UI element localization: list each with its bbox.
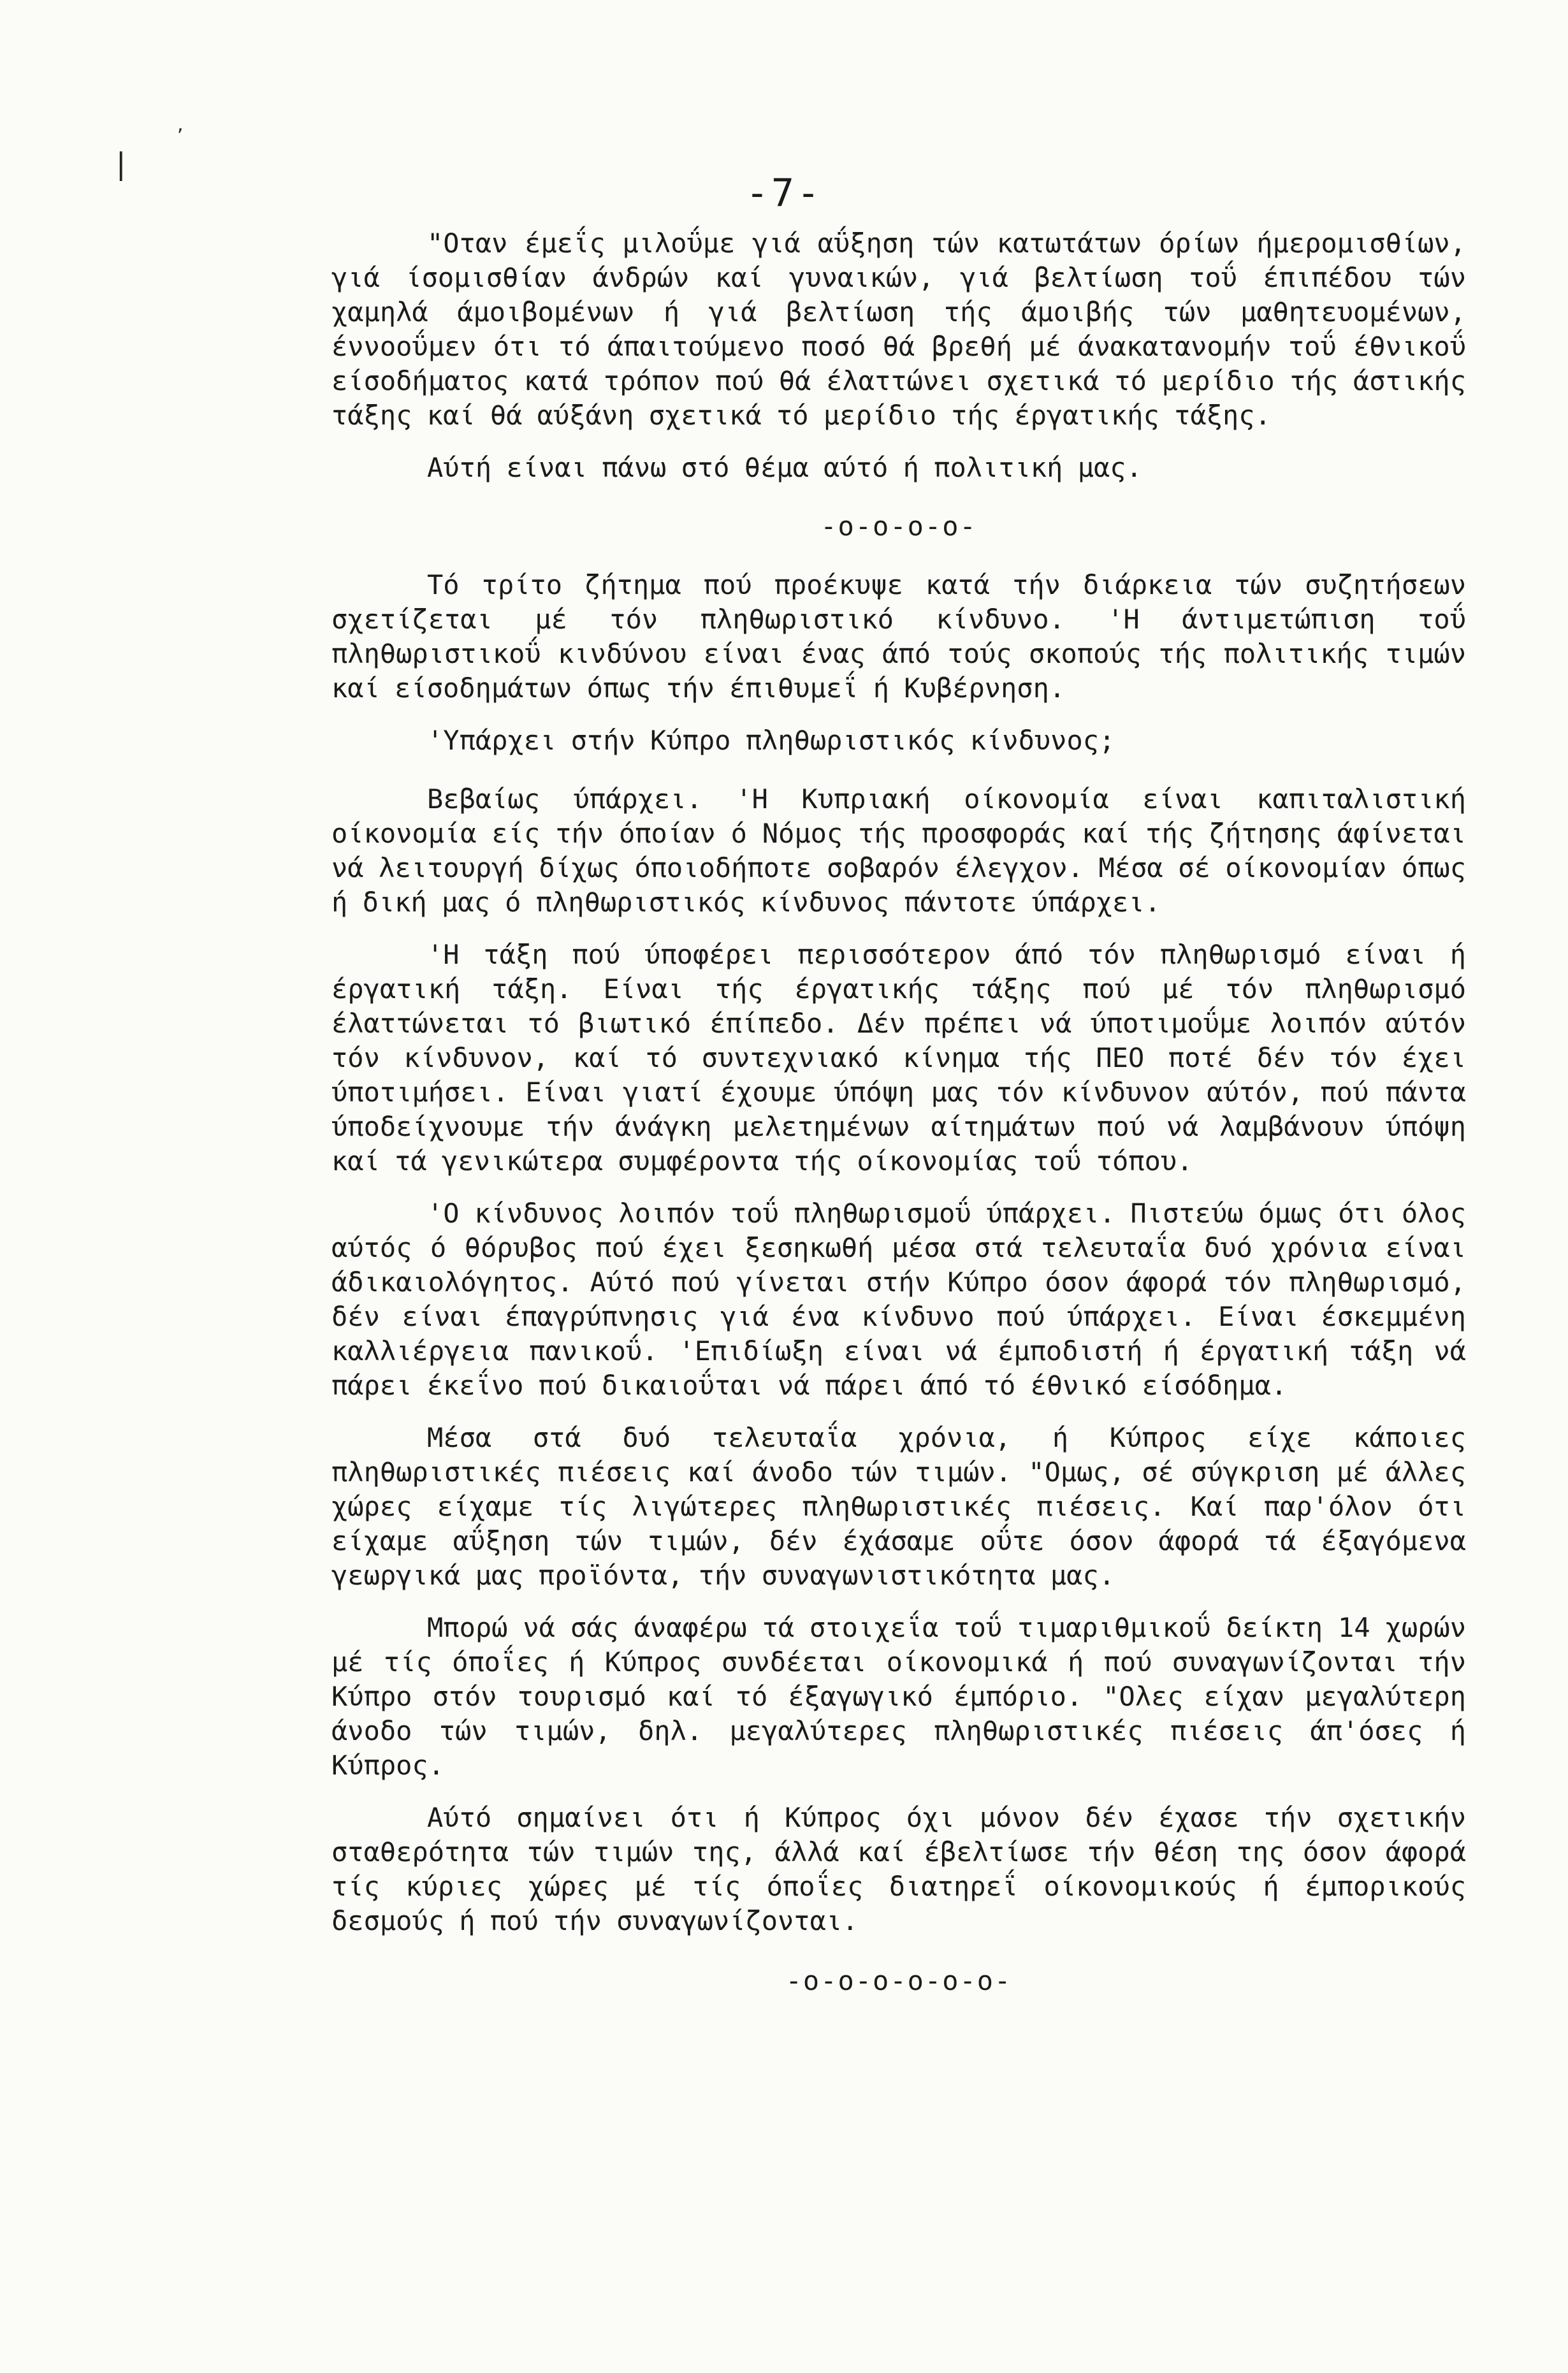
paragraph: Αύτό σημαίνει ότι ή Κύπρος όχι μόνον δέν έχασε τήν σχετικήν σταθερότητα τών τιμών της, άλλά καί έβελτίωσε τήν θέση της όσον άφορά τίς κύριες χώρες μέ τίς όποΐες διατηρεΐ οίκονομικούς ή έμπορικούς δεσμούς ή πού τήν συναγωνίζονται. (331, 1802, 1466, 1936)
paragraph: Μπορώ νά σάς άναφέρω τά στοιχεΐα τοΰ τιμαριθμικοΰ δείκτη 14 χωρών μέ τίς όποΐες ή Κύπρος συνδέεται οίκονομικά ή πού συναγωνίζονται τήν Κύπρο στόν τουρισμό καί τό έξαγωγικό έμπόριο. "Ολες είχαν μεγαλύτερη άνοδο τών τιμών, δηλ. μεγαλύτερες πληθωριστικές πιέσεις άπ'όσες ή Κύπρος. (331, 1612, 1466, 1781)
paragraph: "Οταν έμεΐς μιλοΰμε γιά αΰξηση τών κατωτάτων όρίων ήμερομισθίων, γιά ίσομισθίαν άνδρών καί γυναικών, γιά βελτίωση τοΰ έπιπέδου τών χαμηλά άμοιβομένων ή γιά βελτίωση τής άμοιβής τών μαθητευομένων, έννοοΰμεν ότι τό άπαιτούμενο ποσό θά βρεθή μέ άνακατανομήν τοΰ έθνικοΰ είσοδήματος κατά τρόπον πού θά έλαττώνει σχετικά τό μερίδιο τής άστικής τάξης καί θά αύξάνη σχετικά τό μερίδιο τής έργατικής τάξης. (331, 228, 1466, 431)
paragraph: Αύτή είναι πάνω στό θέμα αύτό ή πολιτική μας. (427, 452, 1142, 483)
paragraph: Τό τρίτο ζήτημα πού προέκυψε κατά τήν διάρκεια τών συζητήσεων σχετίζεται μέ τόν πληθωριστικό κίνδυνο. 'Η άντιμετώπιση τοΰ πληθωριστικοΰ κινδύνου είναι ένας άπό τούς σκοπούς τής πολιτικής τιμών καί είσοδημάτων όπως τήν έπιθυμεΐ ή Κυβέρνηση. (331, 569, 1466, 704)
margin-mark: , (177, 113, 184, 136)
section-separator: -ο-ο-ο-ο- (820, 511, 977, 542)
end-separator: -ο-ο-ο-ο-ο-ο- (785, 1965, 1012, 1996)
paragraph: Μέσα στά δυό τελευταΐα χρόνια, ή Κύπρος είχε κάποιες πληθωριστικές πιέσεις καί άνοδο τών τιμών. "Ομως, σέ σύγκριση μέ άλλες χώρες είχαμε τίς λιγώτερες πληθωριστικές πιέσεις. Καί παρ'όλον ότι είχαμε αΰξηση τών τιμών, δέν έχάσαμε οΰτε όσον άφορά τά έξαγόμενα γεωργικά μας προϊόντα, τήν συναγωνιστικότητα μας. (331, 1422, 1466, 1591)
page-number: -7- (745, 171, 823, 215)
paragraph: 'Ο κίνδυνος λοιπόν τοΰ πληθωρισμοΰ ύπάρχει. Πιστεύω όμως ότι όλος αύτός ό θόρυβος πού έχει ξεσηκωθή μέσα στά τελευταΐα δυό χρόνια είναι άδικαιολόγητος. Αύτό πού γίνεται στήν Κύπρο όσον άφορά τόν πληθωρισμό, δέν είναι έπαγρύπνησις γιά ένα κίνδυνο πού ύπάρχει. Είναι έσκεμμένη καλλιέργεια πανικοΰ. 'Επιδίωξη είναι νά έμποδιστή ή έργατική τάξη νά πάρει έκεΐνο πού δικαιοΰται νά πάρει άπό τό έθνικό είσόδημα. (331, 1198, 1466, 1401)
margin-mark: | (116, 147, 126, 181)
paragraph: 'Υπάρχει στήν Κύπρο πληθωριστικός κίνδυνος; (427, 725, 1115, 756)
document-body (331, 226, 1466, 2022)
paragraph: Βεβαίως ύπάρχει. 'Η Κυπριακή οίκονομία είναι καπιταλιστική οίκονομία είς τήν όποίαν ό Νόμος τής προσφοράς καί τής ζήτησης άφίνεται νά λειτουργή δίχως όποιοδήποτε σοβαρόν έλεγχον. Μέσα σέ οίκονομίαν όπως ή δική μας ό πληθωριστικός κίνδυνος πάντοτε ύπάρχει. (331, 783, 1466, 918)
paragraph: 'Η τάξη πού ύποφέρει περισσότερον άπό τόν πληθωρισμό είναι ή έργατική τάξη. Είναι τής έργατικής τάξης πού μέ τόν πληθωρισμό έλαττώνεται τό βιωτικό έπίπεδο. Δέν πρέπει νά ύποτιμοΰμε λοιπόν αύτόν τόν κίνδυνον, καί τό συντεχνιακό κίνημα τής ΠΕΟ ποτέ δέν τόν έχει ύποτιμήσει. Είναι γιατί έχουμε ύπόψη μας τόν κίνδυνον αύτόν, πού πάντα ύποδείχνουμε τήν άνάγκη μελετημένων αίτημάτων πού νά λαμβάνουν ύπόψη καί τά γενικώτερα συμφέροντα τής οίκονομίας τοΰ τόπου. (331, 939, 1466, 1177)
